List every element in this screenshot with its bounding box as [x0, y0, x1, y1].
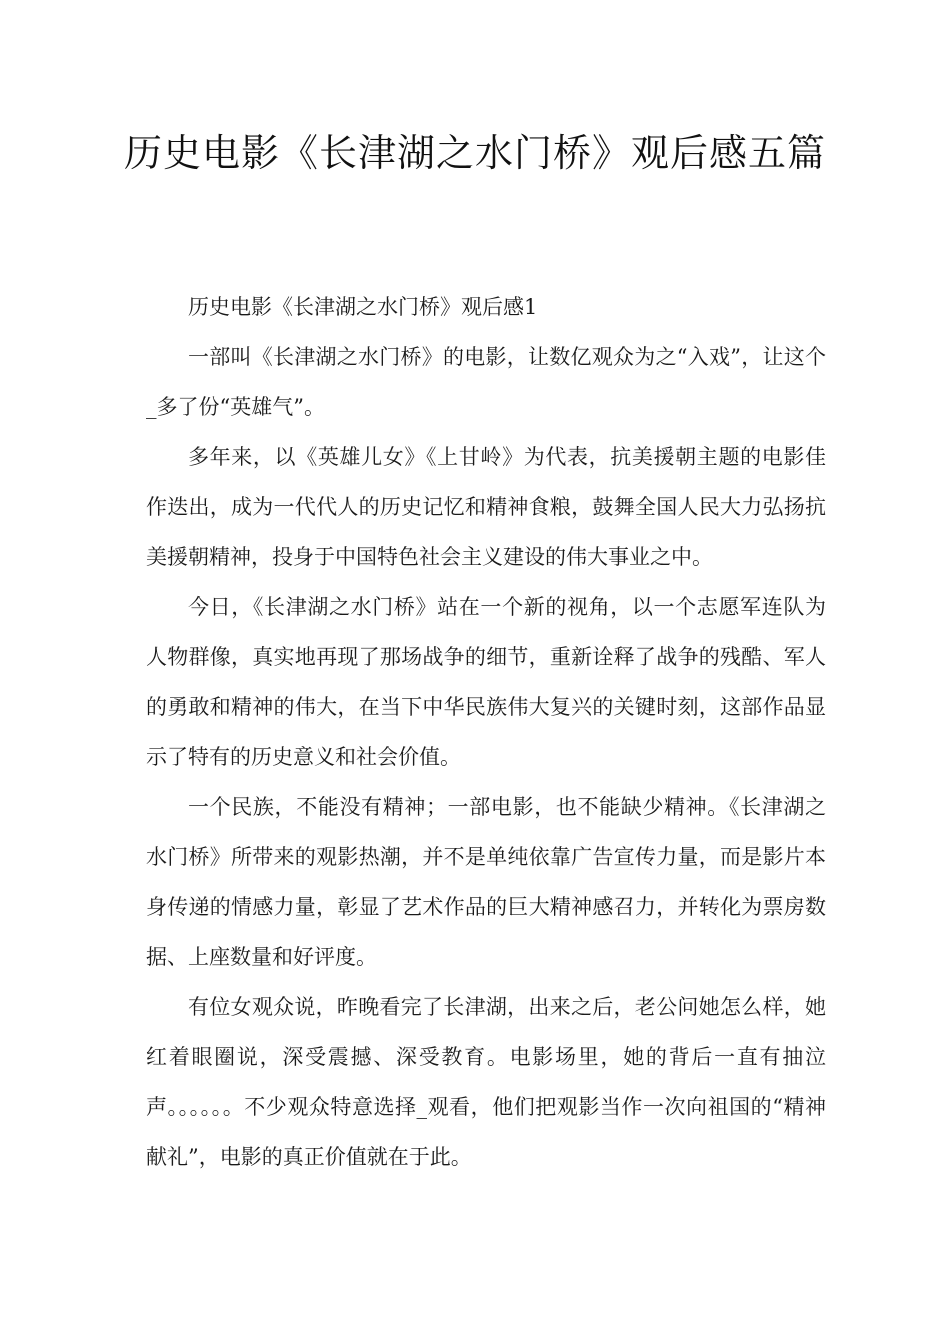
- paragraph: 有位女观众说，昨晚看完了长津湖，出来之后，老公问她怎么样，她红着眼圈说，深受震撼、深受教育。电影场里，她的背后一直有抽泣声。。。。。。不少观众特意选择_观看，他们把观影当作一次向祖国的“精神献礼”，电影的真正价值就在于此。: [146, 995, 826, 1169]
- paragraph: 一个民族，不能没有精神；一部电影，也不能缺少精神。《长津湖之水门桥》所带来的观影热潮，并不是单纯依靠广告宣传力量，而是影片本身传递的情感力量，彰显了艺术作品的巨大精神感召力，并转化为票房数据、上座数量和好评度。: [146, 795, 826, 969]
- paragraph: 今日，《长津湖之水门桥》站在一个新的视角，以一个志愿军连队为人物群像，真实地再现了那场战争的细节，重新诠释了战争的残酷、军人的勇敢和精神的伟大，在当下中华民族伟大复兴的关键时刻，这部作品显示了特有的历史意义和社会价值。: [146, 595, 826, 769]
- document-title: 历史电影《长津湖之水门桥》观后感五篇: [123, 131, 826, 175]
- paragraph-heading: 历史电影《长津湖之水门桥》观后感1: [188, 295, 538, 319]
- document-body: [146, 282, 826, 1182]
- paragraph: 多年来，以《英雄儿女》《上甘岭》为代表，抗美援朝主题的电影佳作迭出，成为一代代人的历史记忆和精神食粮，鼓舞全国人民大力弘扬抗美援朝精神，投身于中国特色社会主义建设的伟大事业之中。: [146, 445, 826, 569]
- paragraph: 一部叫《长津湖之水门桥》的电影，让数亿观众为之“入戏”，让这个_多了份“英雄气”。: [146, 345, 826, 419]
